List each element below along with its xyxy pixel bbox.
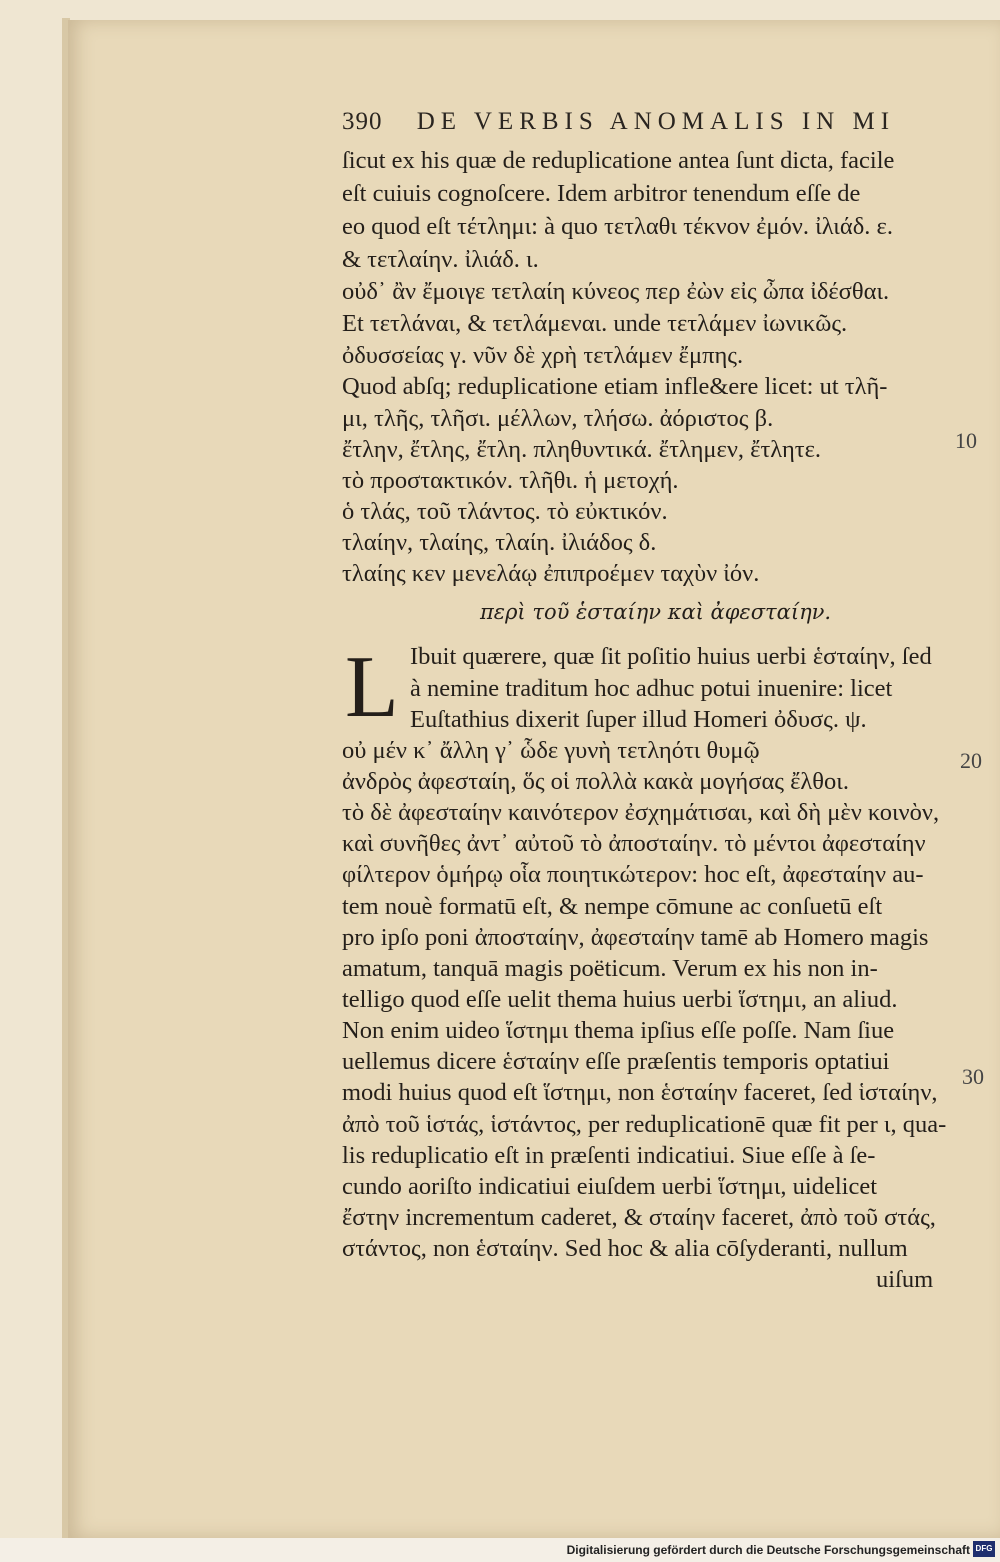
text-line: tem nouè formatū eſt, & nempe cōmune ac conſuetū eſt [342,893,883,920]
text-line: amatum, tanquā magis poëticum. Verum ex his non in- [342,955,878,982]
text-line: eſt cuiuis cognoſcere. Idem arbitror tenendum eſſe de [342,180,861,207]
text-line: Ibuit quærere, quæ ſit poſitio huius uerbi ἑσταίην, ſed [410,643,932,670]
page-number: 390 [342,108,383,135]
margin-line-number: 20 [960,748,982,773]
text-line: στάντος, non ἑσταίην. Sed hoc & alia cōſyderanti, nullum [342,1235,908,1262]
text-line: modi huius quod eſt ἵστημι, non ἑσταίην faceret, ſed ἱσταίην, [342,1079,938,1106]
text-line: Quod abſq; reduplicatione etiam infle&ere licet: ut τλῆ- [342,373,888,400]
margin-line-number: 30 [962,1064,984,1089]
text-line: τλαίην, τλαίης, τλαίη. ἰλιάδος δ. [342,529,657,556]
text-line: Euſtathius dixerit ſuper illud Homeri ὀδυσς. ψ. [410,706,867,733]
text-line: ὁ τλάς, τοῦ τλάντος. τὸ εὐκτικόν. [342,498,668,525]
text-line: οὐδ᾽ ἂν ἔμοιγε τετλαίη κύνεος περ ἐὼν εἰς ὦπα ἰδέσθαι. [342,278,890,305]
dfg-logo-icon: DFG [973,1541,995,1557]
text-line: ἀπὸ τοῦ ἱστάς, ἱστάντος, per reduplicationē quæ fit per ι, qua- [342,1111,947,1138]
text-line: à nemine traditum hoc adhuc potui inuenire: licet [410,675,893,702]
section-title: περὶ τοῦ ἑσταίην καὶ ἀφεσταίην. [480,600,832,624]
text-line: ἀνδρὸς ἀφεσταίη, ὅς οἱ πολλὰ κακὰ μογήσας ἔλθοι. [342,768,849,795]
text-line: ἔτλην, ἔτλης, ἔτλη. πληθυντικά. ἔτλημεν, ἔτλητε. [342,436,822,463]
text-line: τλαίης κεν μενελάῳ ἐπιπροέμεν ταχὺν ἰόν. [342,560,760,587]
footer-credit: Digitalisierung gefördert durch die Deutsche Forschungsgemeinschaft [566,1543,970,1557]
text-line: μι, τλῆς, τλῆσι. μέλλων, τλήσω. ἀόριστος β. [342,405,774,432]
text-line: lis reduplicatio eſt in præſenti indicatiui. Siue eſſe à ſe- [342,1142,876,1169]
drop-cap: L [345,639,399,736]
text-line: ὀδυσσείας γ. νῦν δὲ χρὴ τετλάμεν ἔμπης. [342,342,744,369]
running-title: DE VERBIS ANOMALIS IN MI [416,108,896,135]
text-line: τὸ δὲ ἀφεσταίην καινότερον ἐσχημάτισαι, καὶ δὴ μὲν κοινὸν, [342,799,940,826]
text-line: pro ipſo poni ἀποσταίην, ἀφεσταίην tamē ab Homero magis [342,924,929,951]
text-line: φίλτερον ὁμήρῳ οἷα ποιητικώτερον: hoc eſt, ἀφεσταίην au- [342,861,924,888]
text-line: Non enim uideo ἵστημι thema ipſius eſſe poſſe. Nam ſiue [342,1017,895,1044]
catchword: uiſum [876,1266,934,1293]
text-line: eo quod eſt τέτλημι: à quo τετλαθι τέκνον ἐμόν. ἰλιάδ. ε. [342,213,893,240]
text-line: οὐ μέν κ᾽ ἄλλη γ᾽ ὧδε γυνὴ τετληότι θυμῷ [342,737,760,764]
text-line: τὸ προστακτικόν. τλῆθι. ἡ μετοχή. [342,467,679,494]
text-line: telligo quod eſſe uelit thema huius uerbi ἵστημι, an aliud. [342,986,898,1013]
text-line: & τετλαίην. ἰλιάδ. ι. [342,246,539,273]
text-line: καὶ συνῆθες ἀντ᾽ αὐτοῦ τὸ ἀποσταίην. τὸ μέντοι ἀφεσταίην [342,830,926,857]
text-line: ſicut ex his quæ de reduplicatione antea ſunt dicta, facile [342,147,895,174]
text-line: Et τετλάναι, & τετλάμεναι. unde τετλάμεν ἰωνικῶς. [342,310,848,337]
text-line: ἔστην incrementum caderet, & σταίην faceret, ἀπὸ τοῦ στάς, [342,1204,936,1231]
text-line: cundo aoriſto indicatiui eiuſdem uerbi ἵστημι, uidelicet [342,1173,878,1200]
text-line: uellemus dicere ἑσταίην eſſe præſentis temporis optatiui [342,1048,890,1075]
margin-line-number: 10 [955,428,977,453]
running-header [342,108,896,144]
